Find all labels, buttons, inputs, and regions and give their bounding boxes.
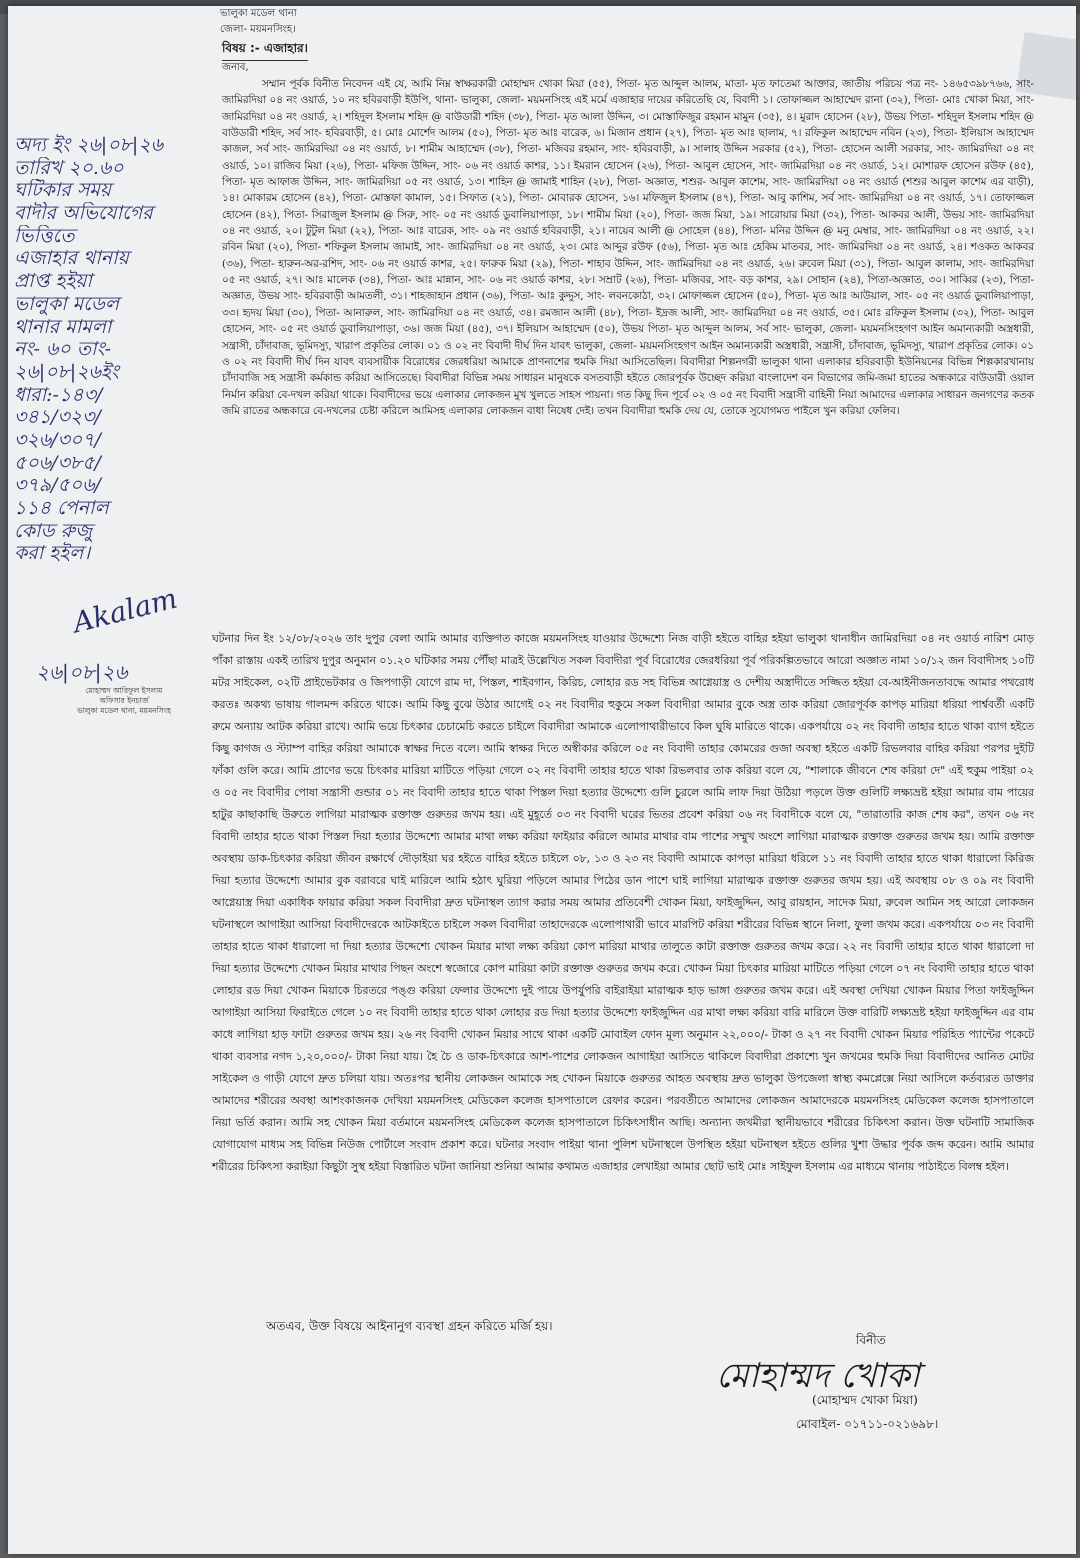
endorsement-line: ঘটিকার সময় (14, 179, 112, 202)
endorsement-line: অদ্য ইং ২৬|০৮|২৬ (14, 134, 163, 156)
endorsement-line: বাদীর অভিযোগের (14, 202, 153, 225)
stamp-station: ভালুকা মডেল থানা, ময়মনসিংহ (77, 706, 171, 715)
margin-endorsement (14, 134, 214, 565)
paragraph-incident: ঘটনার দিন ইং ১২/০৮/২০২৬ তাং দুপুর বেলা আমি আমার ব্যক্তিগত কাজে ময়মনসিংহ যাওয়ার উদ্দেশ্যে নিজ বাড়ী হইতে বাহির হইয়া ভালুকা থানাধীন জামিরদিয়া ০৪ নং ওয়ার্ড নারিশ মোড় পাঁকা রাস্তায় একই তারিখ দুপুর অনুমান ০১.২০ ঘটিকার সময় পৌঁছা মাত্রই উল্লেখিত সকল বিবাদীরা পূর্ব বিরোধের জেরধরিয়া পূর্ব পরিকল্পিতভাবে আরো অজ্ঞাত নামা ১০/১২ জন বিবাদীসহ ১০টি মটর সাইকেল, ০২টি প্রাইভেটকার ও জিপগাড়ী যোগে রাম দা, পিস্তল, শাইবগান, কিরিচ, লোহার রড সহ বিভিন্ন আগ্নেয়াস্ত্র ও দেশীয় অস্ত্রাদীতে সজ্জিত হইয়া বে-আইনীজনতাবদ্ধে আমার পথরোধ করতঃ অকথ্য ভাষায় গালমন্দ করিতে থাকে। আমি কিছু বুঝে উঠার আগেই ০২ নং বিবাদীর হুকুমে সকল বিবাদীরা আমার বুকে অস্ত্র তাক করিয়া জোরপূর্বক কাপড় মারিয়া ধরিয়া পার্শ্ববর্তী একটি রুমে অন্যায় আটক করিয়া রাখে। আমি ভয়ে চিৎকার চেচামেচি করতে চাইলে বিবাদীরা আমাকে এলোপাথারীভাবে কিল ঘুষি মারিতে থাকে। একপর্যায়ে ০২ নং বিবাদী তাহার হাতে থাকা ব্যাগ হইতে কিছু কাগজ ও স্ট্যাম্প বাহির করিয়া আমাকে স্বাক্ষর দিতে বলে। আমি স্বাক্ষর দিতে অস্বীকার করিলে ০৫ নং বিবাদী তাহার কোমরের গুজা অবস্থা হইতে একটি রিভলবার বাহির করিয়া পরপর দুইটি ফাঁকা গুলি করে। আমি প্রাণের ভয়ে চিৎকার মারিয়া মাটিতে পড়িয়া গেলে ০২ নং বিবাদী তাহার হাতে থাকা রিভলবার তাক করিয়া বলে যে, "শালাকে জীবনে শেষ করিয়া দে" এই হুকুম পাইয়া ০২ ও ০৫ নং বিবাদীর পোষা সন্ত্রাসী গুন্ডার ০১ নং বিবাদী তাহার হাতে থাকা পিস্তল দিয়া হত্যার উদ্দেশ্যে গুলি চুরলে আমি লাফ দিয়া উঠিয়া পড়লে উক্ত গুলিটি লক্ষ্যভ্রষ্ট হইয়া আমার বাম পায়ের হাটুর কাছাকাছি উরুতে লাগিয়া মারাত্মক রক্তাক্ত গুরুতর জখম হয়। এই মুহূর্তে ০৩ নং বিবাদী ঘরের ভিতর প্রবেশ করিয়া ০৬ নং বিবাদীকে বলে যে, "তারাতারি কাজ শেষ কর", তখন ০৬ নং বিবাদী তাহার হাতে থাকা পিস্তল দিয়া হত্যার উদ্দেশ্যে আমার মাথা লক্ষ্য করিয়া ফাইয়ার করিলে আমার মাথার বাম পাশের সম্মুখ অংশে লাগিয়া মারাত্মক রক্তাক্ত গুরুতর জখম হয়। আমি রক্তাক্ত অবস্থায় ডাক-চিৎকার করিয়া জীবন রক্ষার্থে দৌড়াইয়া ঘর হইতে বাহির হইতে চাইলে ০৮, ১৩ ও ২৩ নং বিবাদী আমাকে কাপড়া মারিয়া ধরিলে ১১ নং বিবাদী তাহার হাতে থাকা ধারালো কিরিজ দিয়া হত্যার উদ্দেশ্যে আমার বুক বরাবরে ঘাই মারিলে আমি হঠাৎ ঘুরিয়া পড়িলে আমার পিঠের ডান পাশে ঘাই লাগিয়া মারাত্মক রক্তাক্ত গুরুতর জখম হয়। এই অবস্থায় ০৮ ও ০৯ নং বিবাদী আগ্নেয়াস্ত্র দিয়া একাধিক ফায়ার করিয়া সকল বিবাদীরা দ্রুত ঘটনাস্থল ত্যাগ করার সময় আমার প্রতিবেশী খোকন মিয়া, ফাইজুদ্দিন, আবু রায়হান, সাদেক মিয়া, রুবেল আমিন সহ আরো লোকজন ঘটনাস্থলে আগাইয়া আসিয়া বিবাদীদেরকে আটকাইতে চাইলে সকল বিবাদীরা তাহাদেরকে এলোপাথারী ভাবে মারপিট করিয়া শরীরের বিভিন্ন স্থানে নিলা, ফুলা জখম করে। একপর্যায়ে ০৩ নং বিবাদী তাহার হাতে থাকা ধারালো দা দিয়া হত্যার উদ্দেশ্যে খোকন মিয়ার মাথা লক্ষ্য করিয়া কোপ মারিয়া মাথার তালুতে কাটা রক্তাক্ত গুরুতর জখম করে। ২২ নং বিবাদী তাহার হাতে থাকা ধারালো দা দিয়া হত্যার উদ্দেশ্যে খোকন মিয়ার মাথার পিছন অংশে স্বজোরে কোপ মারিয়া কাটা রক্তাক্ত গুরুতর জখম করে। খোকন মিয়া চিৎকার মারিয়া মাটিতে পড়িয়া গেলে ০৭ নং বিবাদী তাহার হাতে থাকা লোহার রড দিয়া খোকন মিয়াকে চিরতরে পঙ্গু করিয়া ফেলার উদ্দেশ্যে দুই পায়ে উপর্যুপরি বাইরাইয়া মারাত্মক হাড় ভাঙ্গা গুরুতর জখম করে। এই অবস্থা দেখিয়া খোকন মিয়ার পিতা ফাইজুদ্দিন আগাইয়া আসিয়া ফিরাইতে গেলে ১০ নং বিবাদী তাহার হাতে থাকা লোহার রড দিয়া হত্যার উদ্দেশ্যে ফাইজুদ্দিন এর মাথা লক্ষ্য করিয়া বারি মারিলে উক্ত বারিটি লক্ষ্যভ্রষ্ট হইয়া ফাইজুদ্দিন এর বাম কাধে লাগিয়া হাড় ফাটা গুরুতর জখম হয়। ২৬ নং বিবাদী খোকন মিয়ার সাথে থাকা একটি মোবাইল ফোন মূল্য অনুমান ২২,০০০/- টাকা ও ২৭ নং বিবাদী খোকন মিয়ার পরিহিত প্যান্টের পকেটে থাকা ব্যবসার নগদ ১,২০,০০০/- টাকা নিয়া যায়। হৈ চৈ ও ডাক-চিৎকারে আশ-পাশের লোকজন আগাইয়া আসিতে থাকিলে বিবাদীরা প্রকাশ্যে খুন জখমের হুমকি দিয়া বিবাদীদের আনিত মোটর সাইকেল ও গাড়ী যোগে দ্রুত চলিয়া যায়। অতঃপর স্থানীয় লোকজন আমাকে সহ খোকন মিয়াকে গুরুতর আহত অবস্থায় দ্রুত ভালুকা উপজেলা স্বাস্থ্য কমপ্লেক্সে নিয়া আসিলে কর্তব্যরত ডাক্তার আমাদের শরীরের অবস্থা আশংকাজনক দেখিয়া ময়মনসিংহ মেডিকেল কলেজ হাসপাতালে রেফার করেন। পরবর্তীতে আমাদের লোকজন আমাদেরকে ময়মনসিংহ মেডিকেল কলেজ হাসপাতালে নিয়া ভর্তি করান। আমি সহ খোকন মিয়া বর্তমানে ময়মনসিংহ মেডিকেল কলেজ হাসপাতালে চিকিৎসাধীন আছি। অন্যান্য জখমীরা স্থানীয়ভাবে শরীরের চিকিৎসা করান। উক্ত ঘটনাটি সামাজিক যোগাযোগ মাধ্যম সহ বিভিন্ন নিউজ পোর্টালে সংবাদ প্রকাশ করে। ঘটনার সংবাদ পাইয়া থানা পুলিশ ঘটনাস্থলে উপস্থিত হইয়া ঘটনাস্থল হইতে গুলির খুশা উদ্ধার পূর্বক জব্দ করেন। আমি আমার শরীরের চিকিৎসা করাইয়া কিছুটা সুস্থ হইয়া বিস্তারিত ঘটনা জানিয়া শুনিয়া আমার কথামত এজাহার লেখাইয়া আমার ছোট ভাই মোঃ সাইফুল ইসলাম এর মাধ্যমে থানায় পাঠাইতে বিলম্ব হইল। (212, 632, 1035, 1173)
endorsement-line: ভিত্তিতে (14, 224, 75, 247)
complaint-body-part2 (212, 628, 1034, 1178)
complainant-mobile: মোবাইল- ০১৭১১-০২১৬৯৮। (796, 1417, 939, 1431)
stamp-name: মোহাম্মদ আরিফুল ইসলাম (85, 686, 163, 695)
complainant-signature: মোহাম্মদ খোকা (716, 1356, 920, 1396)
endorsement-line: ১১৪ পেনাল (14, 497, 109, 519)
yours-faithfully: বিনীত (856, 1333, 886, 1347)
complaint-document (8, 6, 1076, 1554)
endorsement-line: ধারা:-১৪৩/ (14, 383, 103, 406)
subject-line: বিষয় :- এজাহার। (222, 40, 308, 61)
endorsement-line: ২৬|০৮|২৬ইং (14, 360, 119, 383)
endorsement-line: তারিখ ২০.৬০ (14, 156, 124, 179)
stamp-designation: অফিসার ইনচার্জ (99, 696, 149, 705)
endorsement-line: থানার মামলা (14, 315, 112, 338)
closing-request: অতএব, উক্ত বিষয়ে আইনানুগ ব্যবস্থা গ্রহন করিতে মর্জি হয়। (266, 1319, 553, 1333)
endorsement-date: ২৬|০৮|২৬ (36, 660, 128, 684)
endorsement-line: নং- ৬০ তাং- (14, 338, 112, 361)
endorsement-line: ৩৪১/৩২৩/ (14, 406, 101, 429)
complainant-name: (মোহাম্মদ খোকা মিয়া) (812, 1393, 918, 1407)
addressee (220, 6, 297, 38)
endorsement-line: ৫০৬/৩৮৫/ (14, 451, 101, 474)
endorsement-line: প্রাপ্ত হইয়া (14, 270, 92, 293)
paragraph-accused-list: সম্মান পূর্বক বিনীত নিবেদন এই যে, আমি নিম্ন স্বাক্ষরকারী মোহাম্মদ খোকা মিয়া (৫৫), পিতা- মৃত আব্দুল আলম, মাতা- মৃত ফাতেমা আক্তার, জাতীয় পরিচয় পত্র নং- ১৪৬৫৩৯৮৭৬৬, সাং- জামিরদিয়া ০৪ নং ওয়ার্ড, ১০ নং হবিরবাড়ী ইউপি, থানা- ভালুকা, জেলা- ময়মনসিংহ এই মর্মে এজাহার দায়ের করিতেছি যে, বিবাদী ১। তোফাজ্জল আহাম্মেদ রানা (৩২), পিতা- মোঃ খোকা মিয়া, সাং- জামিরদিয়া ০৪ নং ওয়ার্ড, ২। শহিদুল ইসলাম শহিদ @ বাউডারী শহিদ (৩৮), পিতা- মৃত আলা উদ্দিন, ৩। মোস্তাফিজুর রহমান মামুন (৩৫), ৪। মুরাদ হোসেন (২৮), উভয় পিতা- শহিদুল ইসলাম শহিদ @ বাউডারী শহিদ, সর্ব সাং- হবিরবাড়ী, ৫। মোঃ মোর্শেদ আলম (৫০), পিতা- মৃত আঃ বারেক, ৬। মিজান প্রধান (২৭), পিতা- মৃত আঃ ছালাম, ৭। রফিকুল আহাম্মেদ নবিন (২৩), পিতা- ইলিয়াস আহাম্মেদ কাজল, সর্ব সাং- জামিরদিয়া ০৪ নং ওয়ার্ড, ৮। শামীম আহাম্মেদ (৩৮), পিতা- মজিবর রহমান, সাং- হবিরবাড়ী, ৯। সালাহ উদ্দিন সরকার (৫২), পিতা- হোসেন আলী সরকার, সাং- জামিরদিয়া ০৪ নং ওয়ার্ড, ১০। রাজিব মিয়া (২৬), পিতা- মফিজ উদ্দিন, সাং- ০৬ নং ওয়ার্ড কাশর, ১১। ইমরান হোসেন (২৬), পিতা- আবুল হোসেন, সাং- জামিরদিয়া ০৪ নং ওয়ার্ড, ১২। মোশারফ হোসেন রউফ (৪৫), পিতা- মৃত আফাজ উদ্দিন, সাং- জামিরদিয়া ০৫ নং ওয়ার্ড, ১৩। শাহিন @ জামাই শাহিন (২৮), পিতা- অজ্ঞাত, শশুর- আবুল কাশেম, সাং- জামিরদিয়া ০৪ নং ওয়ার্ড (শশুর আবুল কাশেম এর বাড়ী), ১৪। মোকারম হোসেন (৪২), পিতা- মোস্তফা কামাল, ১৫। সিফাত (২১), পিতা- মোবারক হোসেন, ১৬। মফিজুল ইসলাম (৪৭), পিতা- আবু কাশিম, সর্ব সাং- জামিরদিয়া ০৪ নং ওয়ার্ড, ১৭। তোফাজ্জল হোসেন (৪২), পিতা- সিরাজুল ইসলাম @ সিরু, সাং- ০৫ নং ওয়ার্ড ডুবালিয়াপাড়া, ১৮। শামীম মিয়া (২০), পিতা- জজ মিয়া, ১৯। সারোয়ার মিয়া (৩২), পিতা- আকবর আলী, উভয় সাং- জামিরদিয়া ০৪ নং ওয়ার্ড, ২০। টুটুল মিয়া (২২), পিতা- আঃ বারেক, সাং- ০৯ নং ওয়ার্ড হবিরবাড়ী, ২১। নায়েব আলী @ সোহেল (৪৪), পিতা- মনির উদ্দিন @ মনু মেম্বার, সাং- জামিরদিয়া ০৪ নং ওয়ার্ড, ২২। রবিন মিয়া (২০), পিতা- শফিকুল ইসলাম জামাই, সাং- জামিরদিয়া ০৪ নং ওয়ার্ড, ২৩। মোঃ আব্দুর রউফ (৫৬), পিতা- মৃত আঃ হেকিম মাতবর, সাং- জামিরদিয়া ০৪ নং ওয়ার্ড, ২৪। শওকত আকবর (৩৬), পিতা- হারুন-অর-রশিদ, সাং- ০৬ নং ওয়ার্ড কাশর, ২৫। ফারুক মিয়া (২৯), পিতা- শাহাব উদ্দিন, সাং- জামিরদিয়া ০৪ নং ওয়ার্ড, ২৬। রুবেল মিয়া (৩১), পিতা- আবুল কালাম, সাং- জামিরদিয়া ০৫ নং ওয়ার্ড, ২৭। আঃ মালেক (৩৪), পিতা- আঃ মান্নান, সাং- ০৬ নং ওয়ার্ড কাশর, ২৮। সম্রাট (২৬), পিতা- মজিবর, সাং- বড় কাশর, ২৯। সোহান (২৪), পিতা-অজ্ঞাত, ৩০। সাব্বির (২৩), পিতা- অজ্ঞাত, উভয় সাং- হবিরবাড়ী আমতলী, ৩১। শাহজাহান প্রধান (৩৬), পিতা- আঃ কুদ্দুস, সাং- লবনকোঠা, ৩২। মোফাজ্জল হোসেন (৫০), পিতা- মৃত আঃ আউয়াল, সাং- ০৫ নং ওয়ার্ড ডুবালিয়াপাড়া, ৩৩। হৃদয় মিয়া (৩০), পিতা- আনারুল, সাং- জামিরদিয়া ০৪ নং ওয়ার্ড, ৩৪। রমজান আলী (৪৮), পিতা- ইদ্রজ আলী, সাং- জামিরদিয়া ০৪ নং ওয়ার্ড, ৩৫। মোঃ রফিকুল ইসলাম (৩২), পিতা- আবুল হোসেন, সাং- ০৫ নং ওয়ার্ড ডুবালিয়াপাড়া, ৩৬। জজ মিয়া (৪৫), ৩৭। ইলিয়াস আহাম্মেদ (৫০), উভয় পিতা- মৃত আব্দুল আলম, সর্ব সাং- ভালুকা, জেলা- ময়মনসিংহগণ আইন অমান্যকারী অস্ত্রধারী, সন্ত্রাসী, চাঁদাবাজ, ভূমিদস্যু, খারাপ প্রকৃতির লোক। ০১ ও ০২ নং বিবাদী দীর্ঘ দিন যাবৎ ভালুকা, জেলা- ময়মনসিংহগণ আইন অমান্যকারী অস্ত্রধারী, সন্ত্রাসী, চাঁদাবাজ, ভূমিদস্যু, খারাপ প্রকৃতির লোক। ০১ ও ০২ নং বিবাদী দীর্ঘ দিন যাবৎ ব্যবসায়ীক বিরোধের জেরধরিয়া আমাকে প্রাণনাশের হুমকি দিয়া আসিতেছিল। বিবাদীরা শিল্পনগরী ভালুকা থানা এলাকার হবিরবাড়ী ইউনিয়নের বিভিন্ন শিল্পকারখানায় চাঁদাবাজি সহ সন্ত্রাসী কর্মকান্ড করিয়া আসিতেছে। বিবাদীরা বিভিন্ন সময় সাধারন মানুষকে বসতবাড়ী হইতে জোরপূর্বক উচ্ছেদ করিয়া বাংলাদেশ বন বিভাগের জমি-জমা হাতের অন্ধকারে বাউডারী ওয়াল নির্মান করিয়া বে-দখল করিয়া থাকে। বিবাদীদের ভয়ে এলাকার লোকজন মুখ খুলতে সাহস পায়না। গত কিছু দিন পূর্বে ০২ ও ০৫ নং বিবাদী সন্ত্রাসী বাহিনী নিয়া আমাদের এলাকার সাধারন জনগণের কতক জমি রাতের অন্ধকারে বে-দখলের চেষ্টা করিলে আমিসহ এলাকার লোকজন বাধা নিষেধ দেই। তখন বিবাদীরা হুমকি দেয় যে, তোকে সুযোগমত পাইলে খুন করিয়া ফেলিব। (222, 78, 1035, 417)
endorsement-line: করা হইল। (14, 542, 91, 565)
endorsement-line: এজাহার থানায় (14, 247, 129, 270)
addressee-station: ভালুকা মডেল থানা (220, 8, 297, 19)
endorsement-line: ভালুকা মডেল (14, 292, 119, 315)
officer-signature: Akalam (69, 581, 181, 640)
endorsement-line: ৩৭৯/৫০৬/ (14, 474, 101, 497)
salutation: জনাব, (222, 62, 249, 73)
endorsement-line: ৩২৬/৩০৭/ (14, 428, 101, 451)
addressee-district: জেলা- ময়মনসিংহ। (220, 24, 296, 35)
officer-stamp (30, 686, 218, 716)
endorsement-line: কোড রুজু (14, 519, 93, 542)
complaint-body-part1 (222, 76, 1034, 419)
